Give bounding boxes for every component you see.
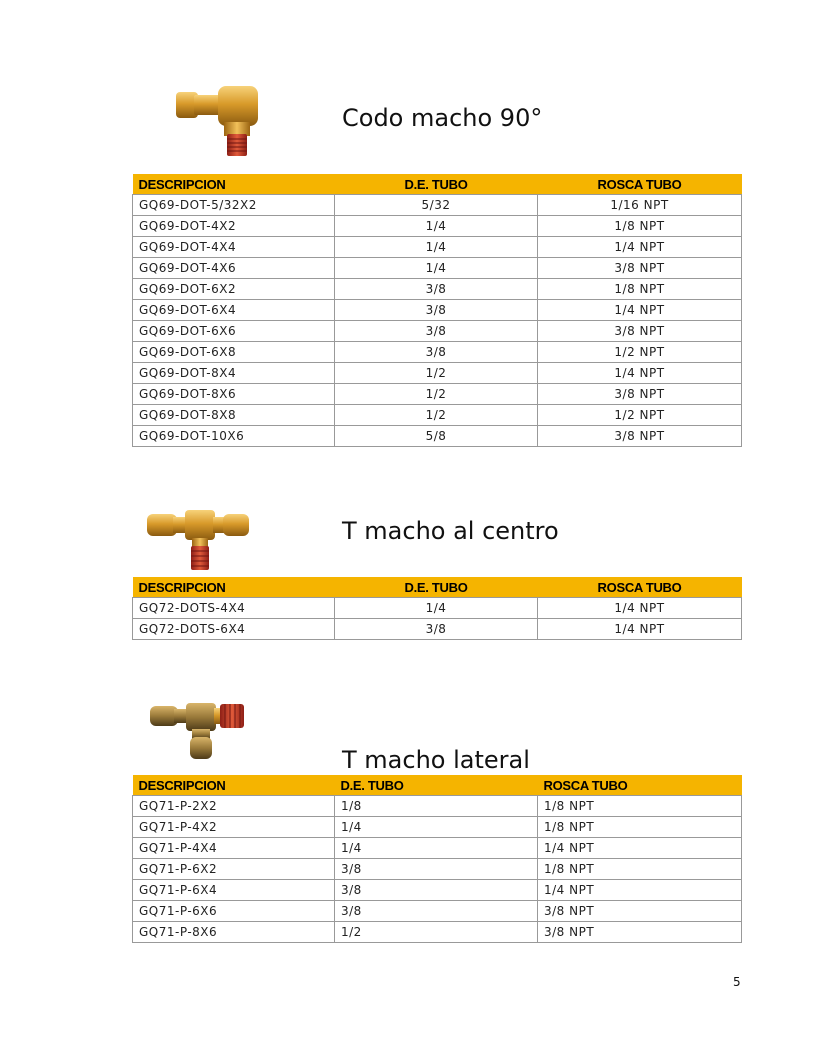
table-row xyxy=(133,838,742,859)
cell-de-tubo: 1/4 xyxy=(335,237,538,258)
cell-descripcion: GQ69-DOT-8X4 xyxy=(133,363,335,384)
column-header-descripcion: DESCRIPCION xyxy=(133,577,335,598)
table-row xyxy=(133,363,742,384)
cell-de-tubo: 3/8 xyxy=(335,300,538,321)
cell-rosca-tubo: 3/8 NPT xyxy=(538,258,742,279)
table-row xyxy=(133,796,742,817)
elbow-fitting-image xyxy=(172,82,264,160)
cell-descripcion: GQ71-P-4X2 xyxy=(133,817,335,838)
cell-de-tubo: 1/8 xyxy=(335,796,538,817)
table-row xyxy=(133,880,742,901)
column-header-descripcion: DESCRIPCION xyxy=(133,775,335,796)
product-table xyxy=(132,577,742,640)
cell-de-tubo: 3/8 xyxy=(335,901,538,922)
cell-de-tubo: 3/8 xyxy=(335,279,538,300)
cell-de-tubo: 3/8 xyxy=(335,880,538,901)
cell-de-tubo: 5/32 xyxy=(335,195,538,216)
page-number: 5 xyxy=(733,975,741,989)
cell-descripcion: GQ69-DOT-6X6 xyxy=(133,321,335,342)
cell-de-tubo: 1/4 xyxy=(335,817,538,838)
column-header-de-tubo: D.E. TUBO xyxy=(335,174,538,195)
table-row xyxy=(133,216,742,237)
table-row xyxy=(133,426,742,447)
cell-de-tubo: 3/8 xyxy=(335,859,538,880)
product-table xyxy=(132,174,742,447)
product-table xyxy=(132,775,742,943)
table-row xyxy=(133,237,742,258)
cell-rosca-tubo: 1/4 NPT xyxy=(538,880,742,901)
cell-descripcion: GQ69-DOT-6X2 xyxy=(133,279,335,300)
table-row xyxy=(133,859,742,880)
section-title: Codo macho 90° xyxy=(342,104,543,132)
cell-descripcion: GQ71-P-2X2 xyxy=(133,796,335,817)
cell-descripcion: GQ69-DOT-5/32X2 xyxy=(133,195,335,216)
table-row xyxy=(133,384,742,405)
cell-rosca-tubo: 1/8 NPT xyxy=(538,859,742,880)
table-row xyxy=(133,321,742,342)
table-row xyxy=(133,342,742,363)
cell-descripcion: GQ69-DOT-4X4 xyxy=(133,237,335,258)
cell-de-tubo: 1/2 xyxy=(335,922,538,943)
cell-rosca-tubo: 1/2 NPT xyxy=(538,342,742,363)
cell-de-tubo: 3/8 xyxy=(335,342,538,363)
table-row xyxy=(133,598,742,619)
cell-descripcion: GQ72-DOTS-6X4 xyxy=(133,619,335,640)
cell-descripcion: GQ69-DOT-8X6 xyxy=(133,384,335,405)
table-row xyxy=(133,817,742,838)
cell-descripcion: GQ69-DOT-4X2 xyxy=(133,216,335,237)
cell-rosca-tubo: 1/4 NPT xyxy=(538,300,742,321)
cell-rosca-tubo: 1/8 NPT xyxy=(538,796,742,817)
cell-rosca-tubo: 1/4 NPT xyxy=(538,838,742,859)
cell-descripcion: GQ69-DOT-6X4 xyxy=(133,300,335,321)
table-row xyxy=(133,619,742,640)
cell-de-tubo: 1/4 xyxy=(335,216,538,237)
cell-de-tubo: 1/2 xyxy=(335,384,538,405)
table-header-row xyxy=(133,577,742,598)
cell-rosca-tubo: 1/16 NPT xyxy=(538,195,742,216)
cell-descripcion: GQ71-P-6X4 xyxy=(133,880,335,901)
section-title: T macho lateral xyxy=(342,746,530,774)
cell-de-tubo: 5/8 xyxy=(335,426,538,447)
table-row xyxy=(133,922,742,943)
cell-rosca-tubo: 3/8 NPT xyxy=(538,426,742,447)
cell-de-tubo: 1/2 xyxy=(335,363,538,384)
cell-de-tubo: 3/8 xyxy=(335,321,538,342)
cell-de-tubo: 1/4 xyxy=(335,598,538,619)
cell-descripcion: GQ69-DOT-10X6 xyxy=(133,426,335,447)
cell-descripcion: GQ69-DOT-6X8 xyxy=(133,342,335,363)
cell-descripcion: GQ69-DOT-8X8 xyxy=(133,405,335,426)
cell-rosca-tubo: 3/8 NPT xyxy=(538,922,742,943)
cell-rosca-tubo: 1/4 NPT xyxy=(538,237,742,258)
cell-rosca-tubo: 1/2 NPT xyxy=(538,405,742,426)
table-row xyxy=(133,195,742,216)
section-title: T macho al centro xyxy=(342,517,559,545)
table-header-row xyxy=(133,775,742,796)
cell-rosca-tubo: 3/8 NPT xyxy=(538,384,742,405)
tee-center-fitting-image xyxy=(145,508,251,572)
cell-rosca-tubo: 1/8 NPT xyxy=(538,279,742,300)
cell-rosca-tubo: 3/8 NPT xyxy=(538,321,742,342)
table-row xyxy=(133,279,742,300)
table-row xyxy=(133,300,742,321)
cell-rosca-tubo: 1/4 NPT xyxy=(538,363,742,384)
column-header-de-tubo: D.E. TUBO xyxy=(335,577,538,598)
cell-rosca-tubo: 1/4 NPT xyxy=(538,619,742,640)
table-row xyxy=(133,405,742,426)
cell-descripcion: GQ69-DOT-4X6 xyxy=(133,258,335,279)
cell-descripcion: GQ72-DOTS-4X4 xyxy=(133,598,335,619)
cell-descripcion: GQ71-P-8X6 xyxy=(133,922,335,943)
cell-descripcion: GQ71-P-6X6 xyxy=(133,901,335,922)
cell-rosca-tubo: 3/8 NPT xyxy=(538,901,742,922)
cell-rosca-tubo: 1/8 NPT xyxy=(538,817,742,838)
column-header-de-tubo: D.E. TUBO xyxy=(335,775,538,796)
cell-de-tubo: 1/2 xyxy=(335,405,538,426)
cell-descripcion: GQ71-P-4X4 xyxy=(133,838,335,859)
cell-descripcion: GQ71-P-6X2 xyxy=(133,859,335,880)
table-row xyxy=(133,258,742,279)
table-header-row xyxy=(133,174,742,195)
cell-de-tubo: 1/4 xyxy=(335,258,538,279)
cell-rosca-tubo: 1/4 NPT xyxy=(538,598,742,619)
cell-de-tubo: 3/8 xyxy=(335,619,538,640)
cell-de-tubo: 1/4 xyxy=(335,838,538,859)
column-header-rosca-tubo: ROSCA TUBO xyxy=(538,775,742,796)
column-header-rosca-tubo: ROSCA TUBO xyxy=(538,174,742,195)
table-row xyxy=(133,901,742,922)
column-header-descripcion: DESCRIPCION xyxy=(133,174,335,195)
column-header-rosca-tubo: ROSCA TUBO xyxy=(538,577,742,598)
tee-lateral-fitting-image xyxy=(148,700,248,760)
cell-rosca-tubo: 1/8 NPT xyxy=(538,216,742,237)
